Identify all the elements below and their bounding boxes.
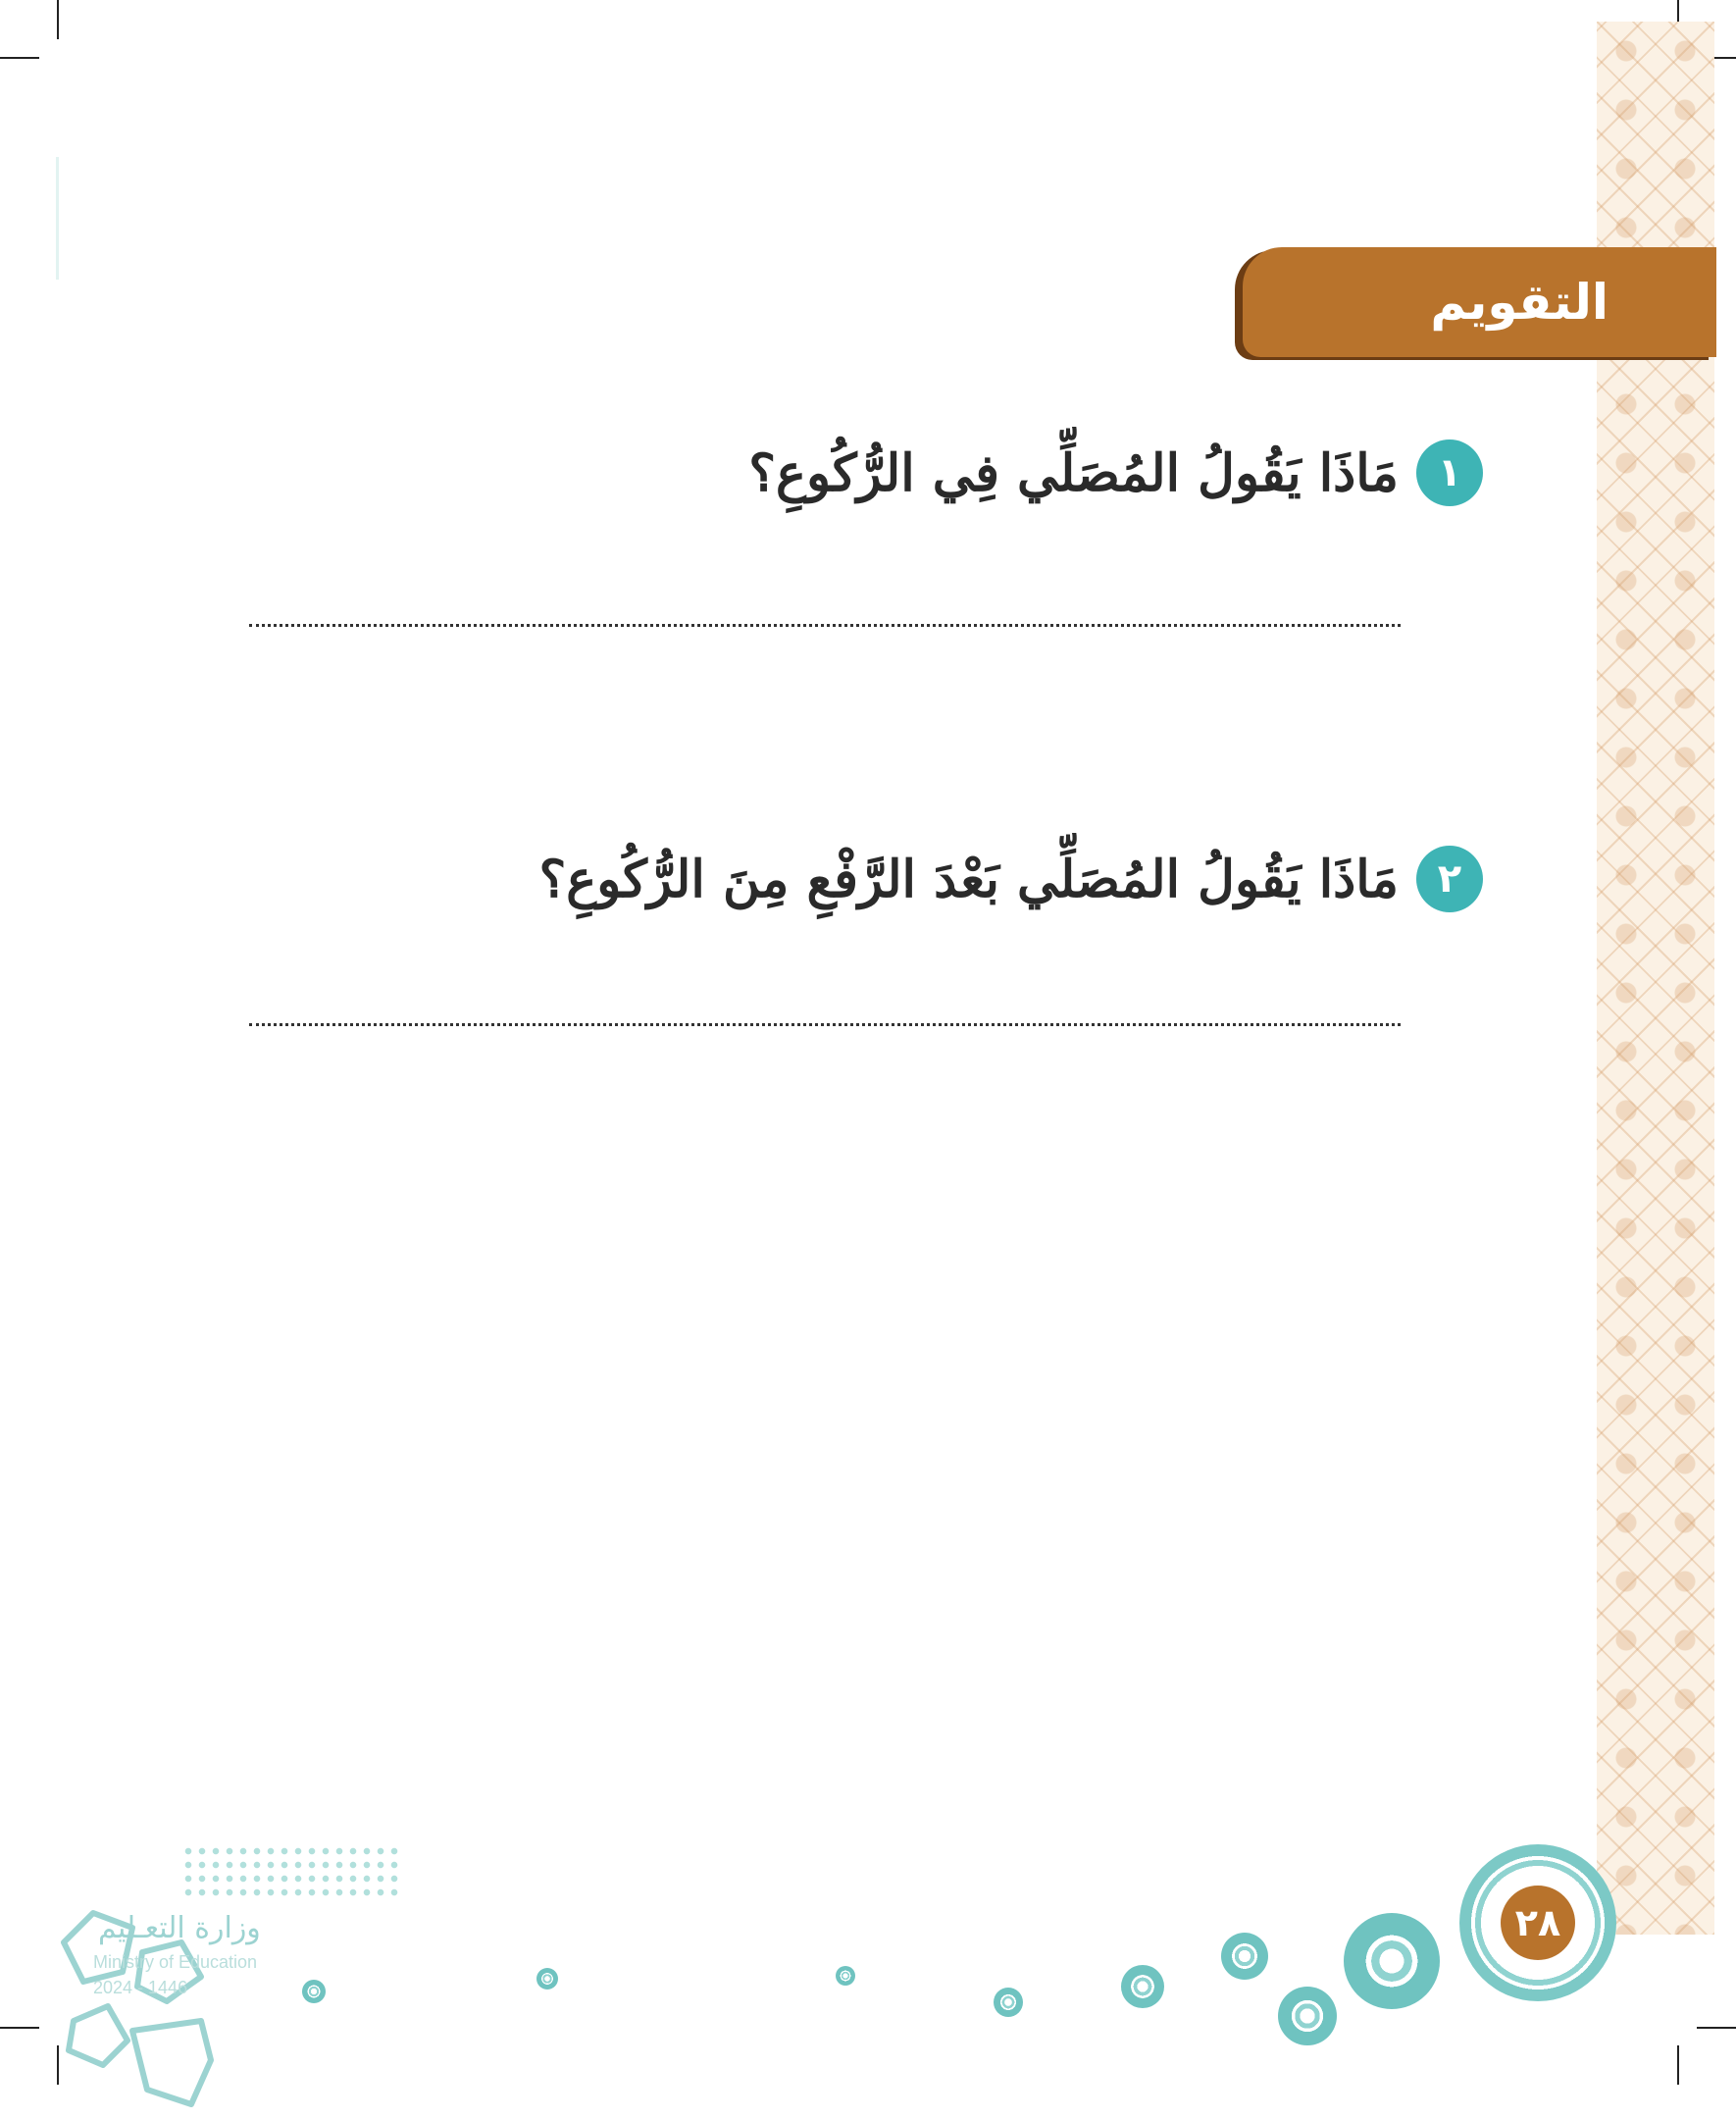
question-text: مَاذَا يَقُولُ المُصَلِّي بَعْدَ الرَّفْعِ مِنَ الرُّكُوعِ؟ bbox=[538, 849, 1399, 909]
logo-english-text: Ministry of Education bbox=[93, 1952, 258, 1972]
question-1 bbox=[748, 439, 1483, 506]
question-text: مَاذَا يَقُولُ المُصَلِّي فِي الرُّكُوعِ؟ bbox=[748, 442, 1399, 503]
margin-mark bbox=[56, 157, 59, 280]
rosette-icon bbox=[1278, 1987, 1337, 2045]
crop-mark bbox=[1697, 2027, 1736, 2029]
rosette-icon bbox=[1121, 1965, 1164, 2008]
rosette-icon bbox=[1221, 1933, 1268, 1980]
question-number-badge: ٢ bbox=[1416, 846, 1483, 912]
answer-line-1[interactable] bbox=[249, 624, 1401, 627]
crop-mark bbox=[1677, 2045, 1679, 2085]
crop-mark bbox=[57, 0, 59, 39]
page-number: ٢٨ bbox=[1501, 1886, 1575, 1960]
logo-year-text: 2024 - 1446 bbox=[93, 1978, 188, 1997]
question-number-badge: ١ bbox=[1416, 439, 1483, 506]
ministry-logo bbox=[54, 1844, 358, 2080]
rosette-icon bbox=[994, 1988, 1023, 2017]
logo-arabic-text: وزارة التعـليم bbox=[98, 1911, 261, 1945]
rosette-icon bbox=[302, 1980, 326, 2003]
page-number-badge bbox=[1459, 1844, 1616, 2001]
answer-line-2[interactable] bbox=[249, 1023, 1401, 1026]
rosette-icon bbox=[1344, 1913, 1440, 2009]
rosette-icon bbox=[536, 1968, 558, 1990]
crop-mark bbox=[0, 57, 39, 59]
section-header bbox=[1243, 247, 1716, 357]
rosette-icon bbox=[836, 1966, 855, 1986]
crop-mark bbox=[0, 2027, 39, 2029]
question-2 bbox=[539, 846, 1483, 912]
section-title: التقويم bbox=[1430, 274, 1608, 331]
